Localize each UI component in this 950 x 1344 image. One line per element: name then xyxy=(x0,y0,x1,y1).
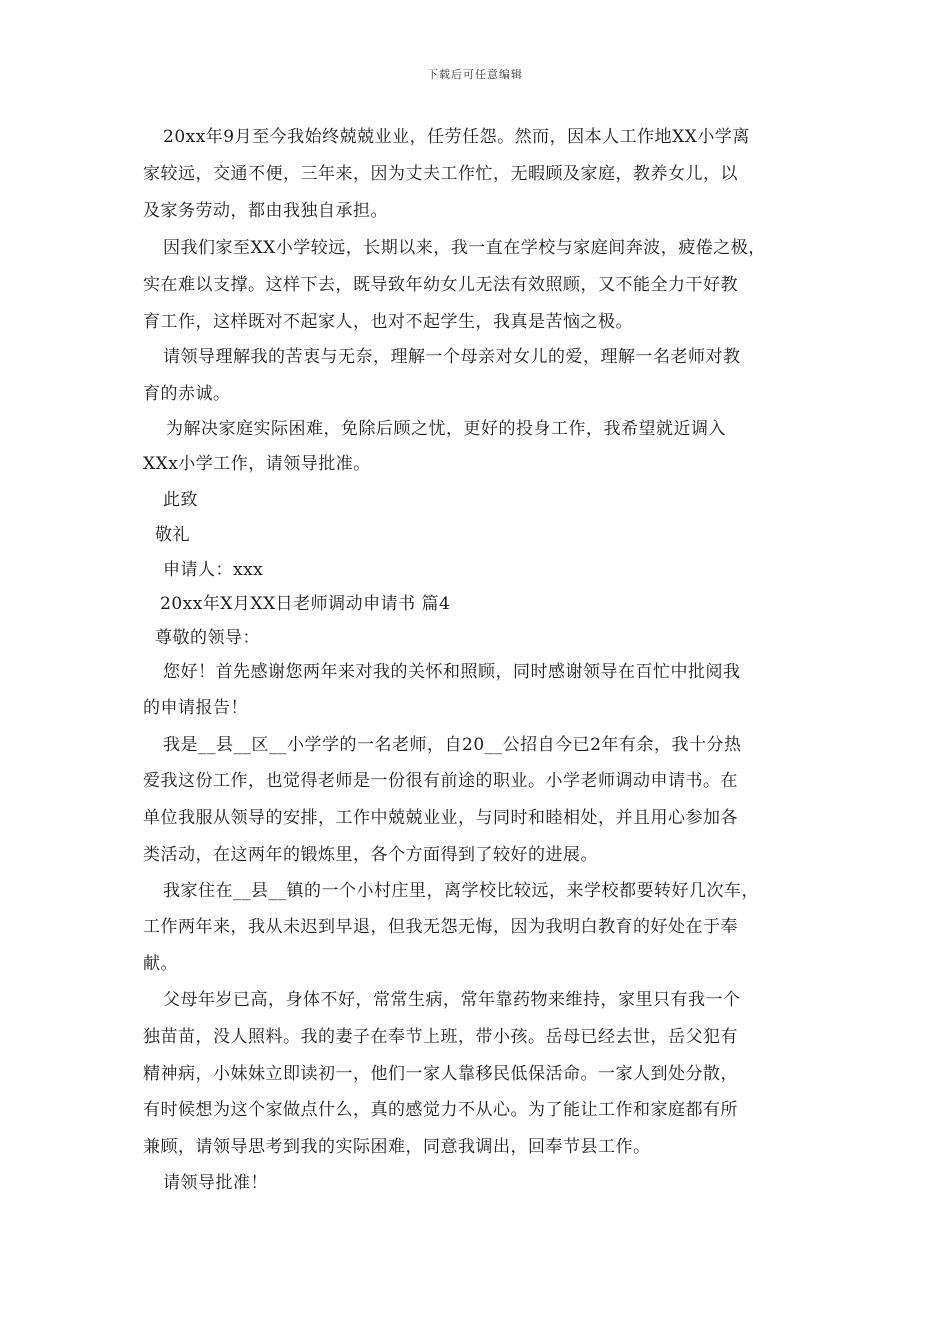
text-line: 的申请报告！ xyxy=(143,698,248,718)
text-line: 我家住在__县__镇的一个小村庄里，离学校比较远，来学校都要转好几次车， xyxy=(163,881,759,901)
doc-subtitle: 20xx年X月XX日老师调动申请书 篇4 xyxy=(160,594,451,614)
text-line: 尊敬的领导： xyxy=(155,628,260,648)
text-line: 工作两年来，我从未迟到早退，但我无怨无悔，因为我明白教育的好处在于奉 xyxy=(143,917,738,937)
text-line: 单位我服从领导的安排，工作中兢兢业业，与同时和睦相处，并且用心参加各 xyxy=(143,808,738,828)
text-line: 独苗苗，没人照料。我的妻子在奉节上班，带小孩。岳母已经去世，岳父犯有 xyxy=(143,1027,738,1047)
text-line: 此致 xyxy=(163,490,198,510)
text-line: 因我们家至XX小学较远，长期以来，我一直在学校与家庭间奔波，疲倦之极， xyxy=(163,238,766,258)
text-line: 请领导理解我的苦衷与无奈，理解一个母亲对女儿的爱，理解一名老师对教 xyxy=(163,347,741,367)
text-line: 兼顾，请领导思考到我的实际困难，同意我调出，回奉节县工作。 xyxy=(143,1137,651,1157)
text-line: 育工作，这样既对不起家人，也对不起学生，我真是苦恼之极。 xyxy=(143,312,633,332)
text-line: 家较远，交通不便，三年来，因为丈夫工作忙，无暇顾及家庭，教养女儿，以 xyxy=(143,164,738,184)
text-line: 您好！首先感谢您两年来对我的关怀和照顾，同时感谢领导在百忙中批阅我 xyxy=(163,662,741,682)
text-line: 实在难以支撑。这样下去，既导致年幼女儿无法有效照顾，又不能全力干好教 xyxy=(143,275,738,295)
text-line: 敬礼 xyxy=(155,525,190,545)
text-line: 爱我这份工作，也觉得老师是一份很有前途的职业。小学老师调动申请书。在 xyxy=(143,771,738,791)
text-line: 20xx年9月至今我始终兢兢业业，任劳任怨。然而，因本人工作地XX小学离 xyxy=(163,127,750,147)
text-line: 类活动，在这两年的锻炼里，各个方面得到了较好的进展。 xyxy=(143,845,598,865)
text-line: 有时候想为这个家做点什么，真的感觉力不从心。为了能让工作和家庭都有所 xyxy=(143,1100,738,1120)
text-line: 育的赤诚。 xyxy=(143,384,231,404)
text-line: 为解决家庭实际困难，免除后顾之忧，更好的投身工作，我希望就近调入 xyxy=(166,419,726,439)
text-line: XXx小学工作，请领导批准。 xyxy=(143,454,371,474)
text-line: 申请人：xxx xyxy=(163,560,264,580)
text-line: 献。 xyxy=(143,954,178,974)
text-line: 请领导批准！ xyxy=(163,1173,268,1193)
text-line: 我是__县__区__小学学的一名老师，自20__公招自今已2年有余，我十分热 xyxy=(163,735,742,755)
text-line: 精神病，小妹妹立即读初一，他们一家人靠移民低保活命。一家人到处分散， xyxy=(143,1064,738,1084)
text-line: 父母年岁已高，身体不好，常常生病，常年靠药物来维持，家里只有我一个 xyxy=(163,990,741,1010)
text-line: 及家务劳动，都由我独自承担。 xyxy=(143,201,388,221)
header-note: 下载后可任意编辑 xyxy=(427,68,523,81)
